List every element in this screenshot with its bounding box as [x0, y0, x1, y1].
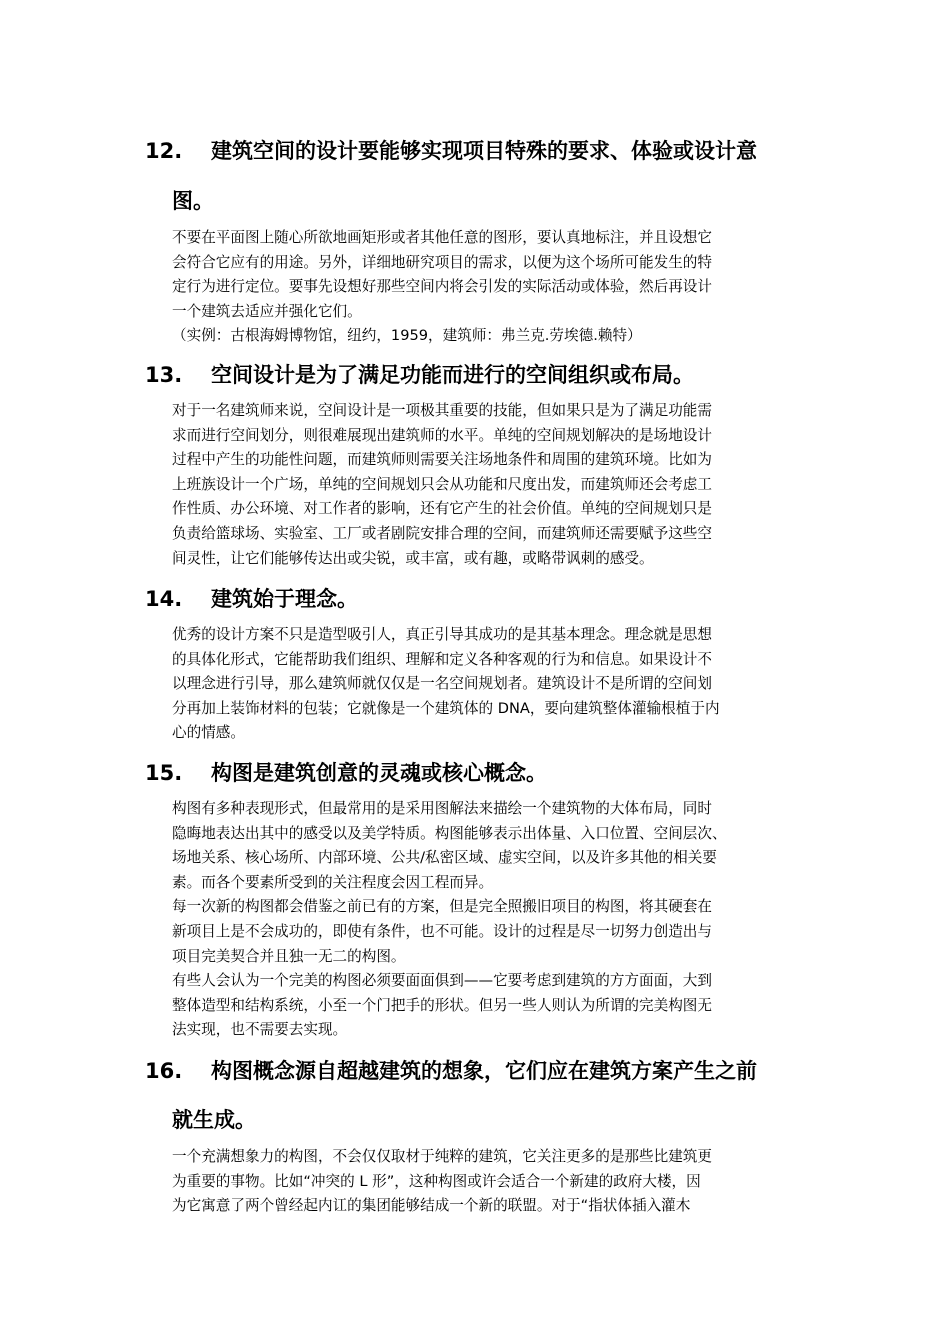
- text-line: 分再加上装饰材料的包装；它就像是一个建筑体的 DNA，要向建筑整体灌输根植于内: [172, 699, 720, 717]
- text-line: 间灵性，让它们能够传达出或尖锐，或丰富，或有趣，或略带讽刺的感受。: [172, 549, 654, 567]
- text-line: 求而进行空间划分，则很难展现出建筑师的水平。单纯的空间规划解决的是场地设计: [172, 426, 712, 444]
- text-line: 隐晦地表达出其中的感受以及美学特质。构图能够表示出体量、入口位置、空间层次、: [172, 824, 727, 842]
- text-line: 心的情感。: [172, 724, 245, 742]
- text-line: 构图有多种表现形式，但最常用的是采用图解法来描绘一个建筑物的大体布局，同时: [172, 800, 712, 817]
- section-title: 构图是建筑创意的灵魂或核心概念。: [211, 761, 547, 785]
- text-line: 过程中产生的功能性问题，而建筑师则需要关注场地条件和周围的建筑环境。比如为: [172, 451, 712, 469]
- section-title: 建筑始于理念。: [211, 587, 358, 611]
- text-line: 上班族设计一个广场，单纯的空间规划只会从功能和尺度出发，而建筑师还会考虑工: [172, 475, 712, 493]
- section-paragraph-14: [172, 623, 812, 746]
- section-title: 构图概念源自超越建筑的想象，它们应在建筑方案产生之前: [211, 1059, 757, 1083]
- text-line: 每一次新的构图都会借鉴之前已有的方案，但是完全照搬旧项目的构图，将其硬套在: [172, 898, 712, 916]
- text-line: 为重要的事物。比如“冲突的 L 形”，这种构图或许会适合一个新建的政府大楼，因: [172, 1172, 701, 1190]
- section-heading-16: [145, 1056, 757, 1086]
- section-number: 15.: [145, 761, 183, 785]
- text-line: 定行为进行定位。要事先设想好那些空间内将会引发的实际活动或体验，然后再设计: [172, 278, 712, 296]
- text-line: 以理念进行引导，那么建筑师就仅仅是一名空间规划者。建筑设计不是所谓的空间划: [172, 675, 712, 693]
- section-number: 16.: [145, 1059, 183, 1083]
- section-heading-14: [145, 584, 358, 614]
- text-line: 对于一名建筑师来说，空间设计是一项极其重要的技能，但如果只是为了满足功能需: [172, 402, 712, 419]
- text-line: 有些人会认为一个完美的构图必须要面面俱到——它要考虑到建筑的方方面面，大到: [172, 972, 712, 990]
- text-line: 作性质、办公环境、对工作者的影响，还有它产生的社会价值。单纯的空间规划只是: [172, 500, 712, 518]
- example-note: （实例：古根海姆博物馆，纽约，1959，建筑师：弗兰克.劳埃德.赖特）: [172, 327, 642, 345]
- section-heading-12: [145, 136, 757, 166]
- text-line: 一个建筑去适应并强化它们。: [172, 302, 362, 320]
- text-line: 整体造型和结构系统，小至一个门把手的形状。但另一些人则认为所谓的完美构图无: [172, 996, 712, 1014]
- text-line: 负责给篮球场、实验室、工厂或者剧院安排合理的空间，而建筑师还需要赋予这些空: [172, 524, 712, 542]
- text-line: 优秀的设计方案不只是造型吸引人，真正引导其成功的是其基本理念。理念就是思想: [172, 626, 712, 643]
- section-paragraph-15: [172, 797, 812, 1043]
- text-line: 一个充满想象力的构图，不会仅仅取材于纯粹的建筑，它关注更多的是那些比建筑更: [172, 1148, 712, 1165]
- section-paragraph-12: [172, 226, 812, 349]
- section-title: 建筑空间的设计要能够实现项目特殊的要求、体验或设计意: [211, 139, 757, 163]
- text-line: 会符合它应有的用途。另外，详细地研究项目的需求，以便为这个场所可能发生的特: [172, 253, 712, 271]
- section-paragraph-13: [172, 399, 812, 571]
- text-line: 场地关系、核心场所、内部环境、公共/私密区域、虚实空间，以及许多其他的相关要: [172, 849, 717, 867]
- section-heading-15: [145, 758, 547, 788]
- section-title-continued: 图。: [172, 189, 214, 213]
- text-line: 项目完美契合并且独一无二的构图。: [172, 947, 406, 965]
- section-number: 14.: [145, 587, 183, 611]
- section-number: 12.: [145, 139, 183, 163]
- section-title-continued: 就生成。: [172, 1108, 256, 1132]
- section-heading-13: [145, 360, 694, 390]
- text-line: 新项目上是不会成功的，即使有条件，也不可能。设计的过程是尽一切努力创造出与: [172, 922, 712, 940]
- text-line: 的具体化形式，它能帮助我们组织、理解和定义各种客观的行为和信息。如果设计不: [172, 650, 712, 668]
- section-number: 13.: [145, 363, 183, 387]
- section-title: 空间设计是为了满足功能而进行的空间组织或布局。: [211, 363, 694, 387]
- section-paragraph-16: [172, 1145, 812, 1219]
- text-line: 为它寓意了两个曾经起内讧的集团能够结成一个新的联盟。对于“指状体插入灌木: [172, 1197, 691, 1215]
- text-line: 法实现，也不需要去实现。: [172, 1021, 348, 1039]
- text-line: 不要在平面图上随心所欲地画矩形或者其他任意的图形，要认真地标注，并且设想它: [172, 229, 712, 246]
- text-line: 素。而各个要素所受到的关注程度会因工程而异。: [172, 873, 494, 891]
